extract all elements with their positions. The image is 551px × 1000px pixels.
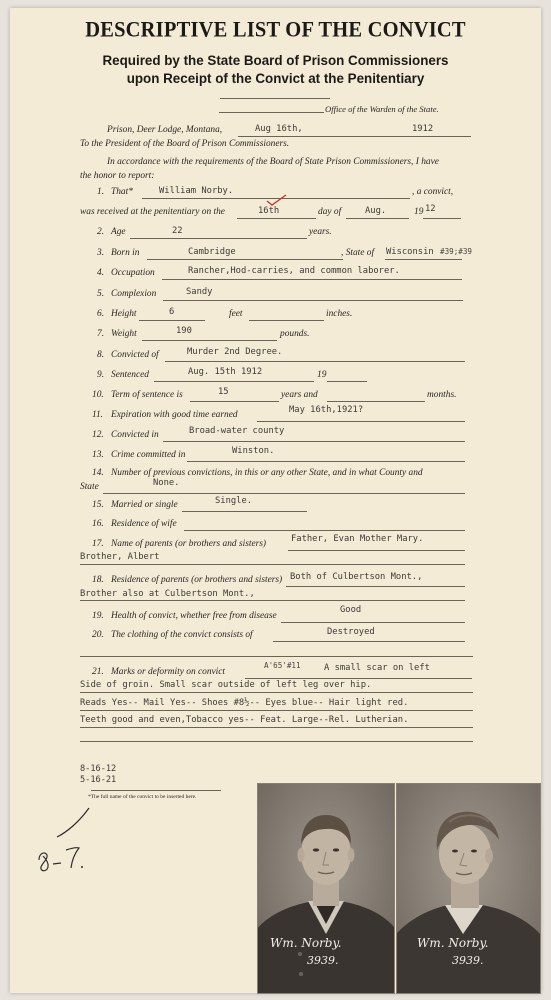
field-9-line bbox=[154, 381, 314, 382]
occupation-value: Rancher,Hod-carries, and common laborer. bbox=[188, 266, 400, 276]
field-8-line bbox=[165, 361, 465, 362]
health-value: Good bbox=[340, 605, 362, 615]
parents-residence-value-line-2: Brother also at Culbertson Mont., bbox=[80, 589, 255, 599]
weight-value: 190 bbox=[176, 326, 192, 336]
parents-residence-value: Both of Culbertson Mont., bbox=[290, 572, 423, 582]
addressee-label: To the President of the Board of Prison Commissioners. bbox=[80, 139, 290, 149]
crime-value: Murder 2nd Degree. bbox=[187, 347, 283, 357]
field-18-line-2 bbox=[80, 600, 465, 601]
date-stamp-1: 8-16-12 bbox=[80, 764, 117, 774]
convict-name-value: William Norby. bbox=[159, 186, 234, 196]
field-1b-year-prefix: 19 bbox=[414, 207, 424, 217]
document-subtitle-1: Required by the State Board of Prison Commissioners bbox=[102, 53, 449, 68]
field-11-label: Expiration with good time earned bbox=[111, 410, 238, 420]
field-13-number: 13. bbox=[92, 450, 104, 460]
field-19-label: Health of convict, whether free from disease bbox=[111, 611, 277, 621]
field-19-number: 19. bbox=[92, 611, 104, 621]
field-12-line bbox=[163, 441, 465, 442]
height-feet-value: 6 bbox=[169, 307, 175, 317]
expiration-value: May 16th,1921? bbox=[289, 405, 364, 415]
field-6-suffix: inches. bbox=[326, 309, 353, 319]
section-divider bbox=[80, 656, 473, 657]
clothing-value: Destroyed bbox=[327, 627, 375, 637]
field-21-line-5 bbox=[80, 741, 473, 742]
field-21-line bbox=[245, 678, 472, 679]
field-17-line bbox=[288, 550, 465, 551]
birth-state-value: Wisconsin bbox=[386, 247, 434, 257]
field-16-line bbox=[184, 530, 465, 531]
stamp-number-2: A'65'#11 bbox=[264, 661, 301, 670]
field-10-suffix: months. bbox=[427, 390, 457, 400]
field-5-line bbox=[163, 300, 463, 301]
footnote: *The full name of the convict to be inserted here. bbox=[88, 794, 197, 800]
field-15-number: 15. bbox=[92, 500, 104, 510]
field-21-line-4 bbox=[80, 727, 473, 728]
received-year-value: 12 bbox=[425, 204, 436, 214]
field-9-label: Sentenced bbox=[111, 370, 149, 380]
field-20-label: The clothing of the convict consists of bbox=[111, 630, 253, 640]
field-20-number: 20. bbox=[92, 630, 104, 640]
field-7-number: 7. bbox=[97, 329, 105, 339]
field-6-feet-line bbox=[139, 320, 205, 321]
field-20-line bbox=[273, 641, 465, 642]
field-17-label: Name of parents (or brothers and sisters) bbox=[111, 539, 267, 549]
sentenced-value: Aug. 15th 1912 bbox=[188, 367, 263, 377]
office-label: Office of the Warden of the State. bbox=[325, 104, 439, 114]
field-1-label: That* bbox=[111, 187, 133, 197]
field-14-state-label: State bbox=[80, 482, 99, 492]
header-divider bbox=[220, 98, 330, 99]
field-9-suffix: 19 bbox=[317, 370, 327, 380]
intro-text-1: In accordance with the requirements of the Board of State Prison Commissioners, I have bbox=[107, 157, 439, 167]
stamp-number-1: #39;#39 bbox=[440, 247, 473, 256]
field-1b-label-a: was received at the penitentiary on the bbox=[80, 207, 225, 217]
field-6-inches-line bbox=[249, 320, 324, 321]
field-1b-label-b: day of bbox=[318, 207, 342, 217]
field-7-label: Weight bbox=[111, 329, 137, 339]
field-2-line bbox=[130, 238, 307, 239]
field-4-number: 4. bbox=[97, 268, 105, 278]
field-11-line bbox=[257, 421, 465, 422]
field-16-label: Residence of wife bbox=[111, 519, 177, 529]
field-5-number: 5. bbox=[97, 289, 105, 299]
field-10-years-line bbox=[190, 401, 279, 402]
age-value: 22 bbox=[172, 226, 183, 236]
prison-year-value: 1912 bbox=[412, 124, 434, 134]
prison-label: Prison, Deer Lodge, Montana, bbox=[107, 125, 223, 135]
birthplace-value: Cambridge bbox=[188, 247, 236, 257]
crime-location-value: Winston. bbox=[232, 446, 275, 456]
field-13-line bbox=[187, 461, 465, 462]
profile-photo-caption-name: Wm. Norby. bbox=[417, 936, 489, 950]
field-18-number: 18. bbox=[92, 575, 104, 585]
field-4-label: Occupation bbox=[111, 268, 155, 278]
footnote-divider bbox=[91, 790, 221, 791]
field-10-label: Term of sentence is bbox=[111, 390, 183, 400]
field-6-mid-label: feet bbox=[229, 309, 243, 319]
field-3-number: 3. bbox=[97, 248, 105, 258]
marital-status-value: Single. bbox=[215, 496, 253, 506]
red-check-mark-icon bbox=[266, 194, 288, 206]
field-17-number: 17. bbox=[92, 539, 104, 549]
parents-value: Father, Evan Mother Mary. bbox=[291, 534, 424, 544]
field-15-label: Married or single bbox=[111, 500, 178, 510]
field-3-state-line bbox=[385, 259, 462, 260]
field-7-suffix: pounds. bbox=[280, 329, 310, 339]
field-21-label: Marks or deformity on convict bbox=[111, 667, 226, 677]
field-3-label: Born in bbox=[111, 248, 140, 258]
field-5-label: Complexion bbox=[111, 289, 157, 299]
field-19-line bbox=[281, 622, 465, 623]
field-9-year-line bbox=[327, 381, 367, 382]
field-6-label: Height bbox=[111, 309, 137, 319]
field-12-label: Convicted in bbox=[111, 430, 159, 440]
field-17-line-2 bbox=[80, 564, 465, 565]
handwritten-note-mark-icon bbox=[37, 806, 107, 876]
prison-date-line bbox=[238, 136, 471, 137]
field-7-line bbox=[142, 340, 277, 341]
field-6-number: 6. bbox=[97, 309, 105, 319]
field-18-label: Residence of parents (or brothers and sisters) bbox=[111, 575, 283, 585]
date-stamp-2: 5-16-21 bbox=[80, 775, 117, 785]
prison-date-value: Aug 16th, bbox=[255, 124, 303, 134]
field-14-label: Number of previous convictions, in this or any other State, and in what County and bbox=[111, 468, 423, 478]
field-10-months-line bbox=[327, 401, 425, 402]
field-1b-year-line bbox=[423, 218, 461, 219]
parents-value-line-2: Brother, Albert bbox=[80, 552, 160, 562]
field-1b-day-line bbox=[237, 218, 316, 219]
field-4-line bbox=[162, 279, 462, 280]
field-2-number: 2. bbox=[97, 227, 105, 237]
marks-value-line-3: Reads Yes-- Mail Yes-- Shoes #8½-- Eyes blue-- Hair light red. bbox=[80, 698, 409, 708]
field-12-number: 12. bbox=[92, 430, 104, 440]
field-3-line bbox=[147, 259, 343, 260]
field-14-line bbox=[103, 493, 465, 494]
field-10-mid: years and bbox=[281, 390, 318, 400]
profile-photo-caption-number: 3939. bbox=[452, 954, 484, 967]
field-13-label: Crime committed in bbox=[111, 450, 186, 460]
field-1-suffix: , a convict, bbox=[412, 187, 454, 197]
field-21-line-2 bbox=[80, 692, 473, 693]
front-photo-caption-name: Wm. Norby. bbox=[270, 936, 342, 950]
convicted-in-value: Broad-water county bbox=[189, 426, 285, 436]
marks-value-line-4: Teeth good and even,Tobacco yes-- Feat. Large--Rel. Lutherian. bbox=[80, 715, 409, 725]
field-3-state-label: , State of bbox=[341, 248, 375, 258]
complexion-value: Sandy bbox=[186, 287, 213, 297]
field-1-number: 1. bbox=[97, 187, 105, 197]
field-11-number: 11. bbox=[92, 410, 104, 420]
marks-value: A small scar on left bbox=[324, 663, 430, 673]
intro-text-2: the honor to report: bbox=[80, 171, 155, 181]
document-title: DESCRIPTIVE LIST OF THE CONVICT bbox=[85, 18, 466, 42]
field-18-line bbox=[286, 586, 465, 587]
field-10-number: 10. bbox=[92, 390, 104, 400]
previous-convictions-value: None. bbox=[153, 478, 180, 488]
marks-value-line-2: Side of groin. Small scar outside of left leg over hip. bbox=[80, 680, 372, 690]
term-years-value: 15 bbox=[218, 387, 229, 397]
field-8-label: Convicted of bbox=[111, 350, 159, 360]
field-1b-month-line bbox=[346, 218, 409, 219]
received-day-value: 16th bbox=[258, 206, 280, 216]
field-16-number: 16. bbox=[92, 519, 104, 529]
front-photo-caption-number: 3939. bbox=[307, 954, 339, 967]
field-2-suffix: years. bbox=[309, 227, 332, 237]
field-15-line bbox=[182, 511, 307, 512]
field-21-line-3 bbox=[80, 710, 473, 711]
field-9-number: 9. bbox=[97, 370, 105, 380]
field-2-label: Age bbox=[111, 227, 126, 237]
field-14-number: 14. bbox=[92, 468, 104, 478]
received-month-value: Aug. bbox=[365, 206, 387, 216]
document-subtitle-2: upon Receipt of the Convict at the Penitentiary bbox=[126, 71, 425, 86]
office-line bbox=[219, 112, 324, 113]
field-21-number: 21. bbox=[92, 667, 104, 677]
field-8-number: 8. bbox=[97, 350, 105, 360]
